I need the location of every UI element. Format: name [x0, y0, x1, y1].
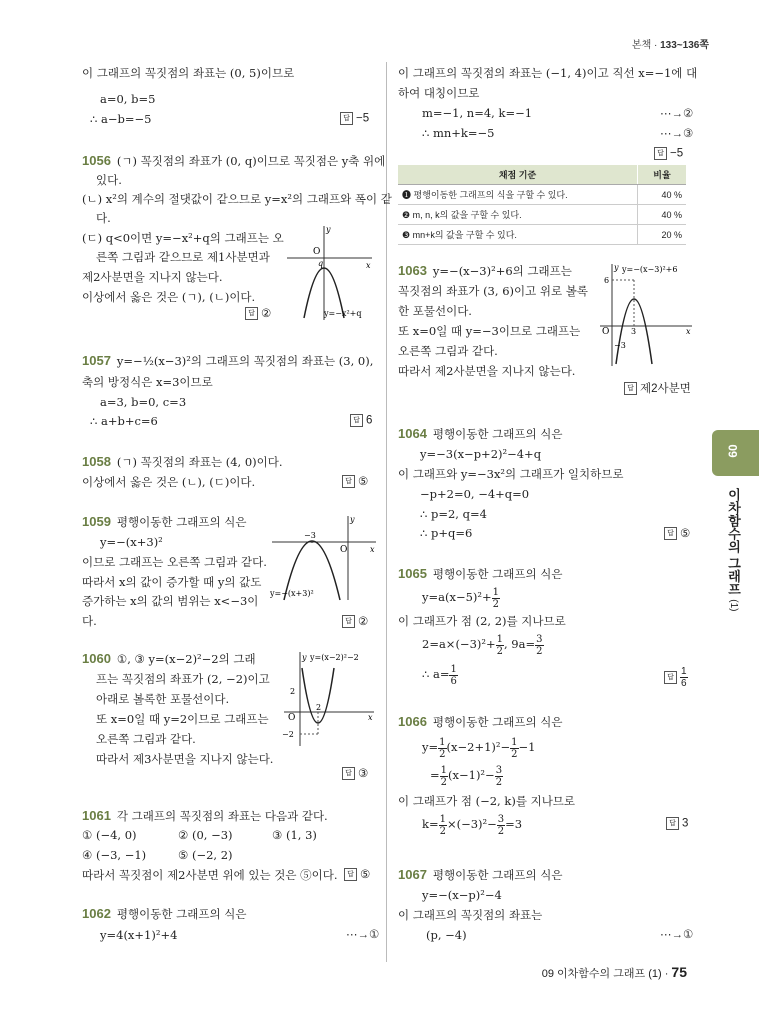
graph-1060 [280, 648, 380, 748]
text-line: (ㄴ) x²의 계수의 절댓값이 같으므로 y=x²의 그래프와 폭이 같 [82, 192, 392, 206]
text-line: y=4(x+1)²+4 [100, 928, 178, 942]
text-line: 2=a×(−3)²+ $\frac{1}{2}$ , 9a= $\frac{3}{2}$ [422, 633, 543, 657]
text-line: 따라서 x의 값이 증가할 때 y의 값도 [82, 575, 262, 589]
table-cell: ❶ 평행이동한 그래프의 식을 구할 수 있다. [398, 185, 638, 205]
intro-line: 이 그래프의 꼭짓점의 좌표는 (0, 5)이므로 [82, 66, 295, 80]
table-cell: 40 % [638, 185, 687, 205]
answer: 답 3 [666, 817, 688, 830]
curve-label: y=−(x−3)²+6 [622, 265, 678, 274]
chapter-side-title: 이차함수의 그래프 (1) [726, 488, 741, 612]
text-line: 이 그래프가 점 (−2, k)를 지나므로 [398, 794, 576, 808]
text-line: 이므로 그래프는 오른쪽 그림과 같다. [82, 555, 267, 569]
page-footer: 09 이차함수의 그래프 (1) · 75 [541, 964, 687, 980]
axis-label-x: x [368, 713, 373, 722]
text-line: 제2사분면을 지나지 않는다. [82, 270, 223, 284]
q-label: q [318, 259, 324, 268]
table-row [398, 225, 686, 245]
graph-1056 [282, 222, 377, 322]
text-line: 다. [96, 211, 111, 225]
problem-1059: 1059 평행이동한 그래프의 식은 [82, 514, 247, 529]
text-line: 아래로 볼록한 포물선이다. [96, 692, 230, 706]
text-line: 또 x=0일 때 y=−3이므로 그래프는 [398, 324, 581, 338]
table-row [398, 185, 686, 205]
answer: 답 6 [350, 414, 372, 427]
text-line: y= $\frac{1}{2}$ (x−2+1)²− $\frac{1}{2}$ −1 [422, 736, 536, 760]
answer: 답 ② [342, 614, 368, 628]
problem-1066: 1066 평행이동한 그래프의 식은 [398, 714, 563, 729]
tick-label-m2: −2 [282, 730, 294, 739]
intro-line: 이 그래프의 꼭짓점의 좌표는 (−1, 4)이고 직선 x=−1에 대 [398, 66, 698, 80]
origin-label: O [313, 247, 321, 257]
answer: 답 ⑤ [342, 474, 368, 488]
answer: 답 −5 [654, 147, 683, 160]
curve-label: y=−x²+q [324, 309, 362, 318]
tick-label-6: 6 [604, 276, 610, 285]
text-line: ∴ p=2, q=4 [420, 507, 487, 521]
axis-label-y: y [326, 225, 331, 234]
text-line: 이 그래프의 꼭짓점의 좌표는 [398, 908, 543, 922]
axis-label-y: y [614, 263, 619, 272]
text-line: 프는 꼭짓점의 좌표가 (2, −2)이고 [96, 672, 270, 686]
text-line: 증가하는 x의 값의 범위는 x<−3이 [82, 594, 259, 608]
problem-1056: 1056 (ㄱ) 꼭짓점의 좌표가 (0, q)이므로 꼭짓점은 y축 위에 [82, 153, 386, 168]
problem-1065: 1065 평행이동한 그래프의 식은 [398, 566, 563, 581]
graph-1063 [596, 260, 696, 368]
text-line: 다. [82, 614, 97, 628]
axis-label-x: x [370, 545, 375, 554]
text-line: y=−3(x−p+2)²−4+q [420, 447, 542, 461]
text-line: y=−(x+3)² [100, 535, 163, 549]
tick-label-m3: −3 [304, 531, 316, 540]
table-row [398, 205, 686, 225]
text-line: 이상에서 옳은 것은 (ㄴ), (ㄷ)이다. [82, 475, 256, 489]
text-line: y=−(x−p)²−4 [422, 888, 502, 902]
text-line: 있다. [96, 173, 122, 187]
problem-1063: 1063 y=−(x−3)²+6의 그래프는 [398, 263, 572, 278]
text-line: a=3, b=0, c=3 [100, 395, 187, 409]
problem-1060: 1060 ①, ③ y=(x−2)²−2의 그래 [82, 651, 256, 666]
tick-label-2y: 2 [290, 687, 296, 696]
chapter-tab: 09 [712, 430, 759, 476]
axis-label-y: y [302, 653, 307, 662]
option: ① (−4, 0) [82, 828, 137, 842]
text-line: y=a(x−5)²+ $\frac{1}{2}$ [422, 586, 500, 610]
text-line: 따라서 꼭짓점이 제2사분면 위에 있는 것은 ⑤이다. [82, 868, 338, 882]
text-line: 른쪽 그림과 같으므로 제1사분면과 [96, 250, 270, 264]
intro-line: ∴ mn+k=−5 [422, 126, 495, 140]
text-line: ∴ a+b+c=6 [90, 414, 158, 428]
text-line: = $\frac{1}{2}$ (x−1)²− $\frac{3}{2}$ [430, 764, 503, 788]
intro-line: m=−1, n=4, k=−1 [422, 106, 533, 120]
text-line: 이상에서 옳은 것은 (ㄱ), (ㄴ)이다. [82, 290, 256, 304]
text-line: 또 x=0일 때 y=2이므로 그래프는 [96, 712, 269, 726]
text-line: (ㄷ) q<0이면 y=−x²+q의 그래프는 오 [82, 231, 284, 245]
text-line: k= $\frac{1}{2}$ ×(−3)²− $\frac{3}{2}$ =3 [422, 813, 523, 837]
table-header: 비율 [638, 165, 687, 185]
text-line: 꼭짓점의 좌표가 (3, 6)이고 위로 볼록 [398, 284, 588, 298]
problem-1062: 1062 평행이동한 그래프의 식은 [82, 906, 247, 921]
option: ⑤ (−2, 2) [178, 848, 233, 862]
answer: 답 ② [245, 306, 271, 320]
intro-line: ∴ a−b=−5 [90, 112, 152, 126]
answer: 답 $\frac{1}{6}$ [664, 666, 688, 689]
intro-line: 하여 대칭이므로 [398, 86, 480, 100]
text-line: 오른쪽 그림과 같다. [96, 732, 196, 746]
text-line: 한 포물선이다. [398, 304, 472, 318]
tick-label-2x: 2 [316, 703, 322, 712]
axis-label-x: x [366, 261, 371, 270]
intro-line: a=0, b=5 [100, 92, 156, 106]
text-line: 이 그래프와 y=−3x²의 그래프가 일치하므로 [398, 467, 624, 481]
table-header: 채점 기준 [398, 165, 638, 185]
text-line: ∴ a= $\frac{1}{6}$ [422, 663, 457, 687]
origin-label: O [288, 713, 296, 723]
step-marker: ⋯→① [660, 929, 694, 941]
step-marker: ⋯→③ [660, 128, 694, 140]
step-marker: ⋯→① [346, 929, 380, 941]
answer: 답 −5 [340, 112, 369, 125]
curve-label: y=(x−2)²−2 [310, 653, 359, 662]
text-line: 따라서 제2사분면을 지나지 않는다. [398, 364, 576, 378]
origin-label: O [340, 545, 348, 555]
axis-label-y: y [350, 515, 355, 524]
table-cell: 20 % [638, 225, 687, 245]
table-cell: ❸ mn+k의 값을 구할 수 있다. [398, 225, 638, 245]
text-line: 따라서 제3사분면을 지나지 않는다. [96, 752, 274, 766]
text-line: 이 그래프가 점 (2, 2)를 지나므로 [398, 614, 566, 628]
text-line: 오른쪽 그림과 같다. [398, 344, 498, 358]
answer: 답 ⑤ [664, 526, 690, 540]
tick-label-m3: −3 [614, 341, 626, 350]
option: ③ (1, 3) [272, 828, 317, 842]
table-cell: 40 % [638, 205, 687, 225]
problem-1067: 1067 평행이동한 그래프의 식은 [398, 867, 563, 882]
answer: 답 제2사분면 [624, 380, 691, 396]
option: ② (0, −3) [178, 828, 233, 842]
origin-label: O [602, 327, 610, 337]
table-cell: ❷ m, n, k의 값을 구할 수 있다. [398, 205, 638, 225]
text-line: ∴ p+q=6 [420, 526, 473, 540]
answer: 답 ③ [342, 766, 368, 780]
page-header: 본책 · 133~136쪽 [631, 40, 709, 51]
problem-1061: 1061 각 그래프의 꼭짓점의 좌표는 다음과 같다. [82, 808, 328, 823]
scoring-table [398, 165, 686, 245]
answer: 답 ⑤ [344, 867, 370, 881]
text-line: −p+2=0, −4+q=0 [420, 487, 530, 501]
axis-label-x: x [686, 327, 691, 336]
problem-1057: 1057 y=−½(x−3)²의 그래프의 꼭짓점의 좌표는 (3, 0), [82, 353, 374, 368]
curve-label: y=−(x+3)² [270, 589, 314, 598]
tick-label-3: 3 [631, 327, 637, 336]
text-line: (p, −4) [426, 928, 467, 942]
step-marker: ⋯→② [660, 108, 694, 120]
problem-1064: 1064 평행이동한 그래프의 식은 [398, 426, 563, 441]
text-line: 축의 방정식은 x=3이므로 [82, 375, 213, 389]
graph-1059 [268, 512, 380, 602]
option: ④ (−3, −1) [82, 848, 147, 862]
problem-1058: 1058 (ㄱ) 꼭짓점의 좌표는 (4, 0)이다. [82, 454, 283, 469]
